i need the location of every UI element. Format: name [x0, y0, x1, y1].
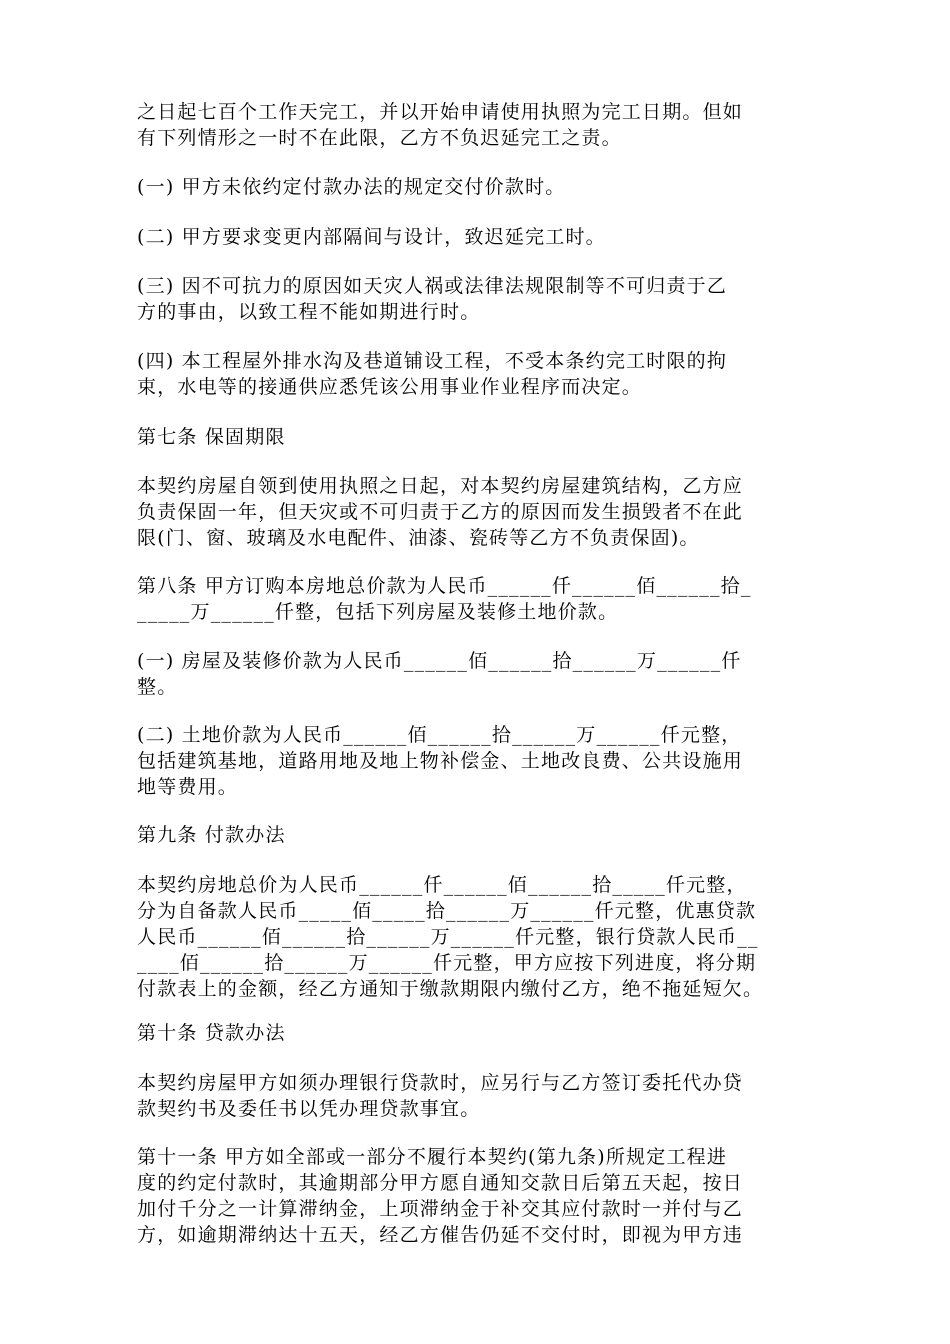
article-9-body — [137, 872, 817, 1002]
article-10-body — [137, 1070, 817, 1122]
paragraph-item-2 — [137, 224, 817, 250]
article-7-body — [137, 473, 817, 551]
paragraph-item-3 — [137, 273, 817, 325]
article-9-heading — [137, 822, 817, 848]
text-line: 人民币______佰______拾______万______仟元整，银行贷款人民币__ — [137, 926, 759, 948]
text-line: (四) 本工程屋外排水沟及巷道铺设工程，不受本条约完工时限的拘 — [137, 350, 728, 372]
text-line: 方，如逾期滞纳达十五天，经乙方催告仍延不交付时，即视为甲方违 — [137, 1224, 744, 1246]
article-11-paragraph — [137, 1144, 817, 1248]
text-line: 本契约房屋自领到使用执照之日起，对本契约房屋建筑结构，乙方应 — [137, 475, 744, 497]
text-line: _____万______仟整，包括下列房屋及装修土地价款。 — [137, 601, 619, 623]
text-line: 之日起七百个工作天完工，并以开始申请使用执照为完工日期。但如 — [137, 101, 744, 123]
text-line: (二) 甲方要求变更内部隔间与设计，致迟延完工时。 — [137, 226, 606, 248]
text-line: 本契约房屋甲方如须办理银行贷款时，应另行与乙方签订委托代办贷 — [137, 1072, 744, 1094]
text-line: (一) 房屋及装修价款为人民币______佰______拾______万______仟 — [137, 650, 742, 672]
text-line: (三) 因不可抗力的原因如天灾人祸或法律法规限制等不可归责于乙 — [137, 275, 728, 297]
text-line: ____佰______拾______万______仟元整，甲方应按下列进度，将分期 — [137, 952, 757, 974]
text-line: 地等费用。 — [137, 776, 239, 798]
article-7-heading — [137, 424, 817, 450]
text-line: (一) 甲方未依约定付款办法的规定交付价款时。 — [137, 176, 566, 198]
text-line: 有下列情形之一时不在此限，乙方不负迟延完工之责。 — [137, 127, 622, 149]
text-line: 方的事由，以致工程不能如期进行时。 — [137, 301, 481, 323]
text-line: 本契约房地总价为人民币______仟______佰______拾_____仟元整， — [137, 874, 747, 896]
text-line: 分为自备款人民币_____佰_____拾______万______仟元整，优惠贷款 — [137, 900, 757, 922]
text-line: 第七条 保固期限 — [137, 426, 286, 448]
text-line: 负责保固一年，但天灾或不可归责于乙方的原因而发生损毁者不在此 — [137, 501, 744, 523]
article-10-heading — [137, 1020, 817, 1046]
article-8-paragraph — [137, 573, 817, 625]
paragraph-item-1 — [137, 174, 817, 200]
paragraph-item-4 — [137, 348, 817, 400]
text-line: 度的约定付款时，其逾期部分甲方愿自通知交款日后第五天起，按日 — [137, 1172, 744, 1194]
text-line: 第九条 付款办法 — [137, 824, 286, 846]
text-line: 加付千分之一计算滞纳金，上项滞纳金于补交其应付款时一并付与乙 — [137, 1198, 744, 1220]
text-line: 束，水电等的接通供应悉凭该公用事业作业程序而决定。 — [137, 376, 643, 398]
article-8-item-2 — [137, 722, 817, 800]
text-line: 第八条 甲方订购本房地总价款为人民币______仟______佰______拾_ — [137, 575, 752, 597]
paragraph-completion-clause — [137, 99, 817, 151]
text-line: 第十一条 甲方如全部或一部分不履行本契约(第九条)所规定工程进 — [137, 1146, 728, 1168]
text-line: 限(门、窗、玻璃及水电配件、油漆、瓷砖等乙方不负责保固)。 — [137, 527, 700, 549]
text-line: 付款表上的金额，经乙方通知于缴款期限内缴付乙方，绝不拖延短欠。 — [137, 978, 764, 1000]
text-line: 款契约书及委任书以凭办理贷款事宜。 — [137, 1098, 481, 1120]
text-line: (二) 土地价款为人民币______佰______拾______万______仟元整， — [137, 724, 742, 746]
text-line: 第十条 贷款办法 — [137, 1022, 286, 1044]
text-line: 包括建筑基地，道路用地及地上物补偿金、土地改良费、公共设施用 — [137, 750, 744, 772]
article-8-item-1 — [137, 648, 817, 700]
text-line: 整。 — [137, 676, 178, 698]
